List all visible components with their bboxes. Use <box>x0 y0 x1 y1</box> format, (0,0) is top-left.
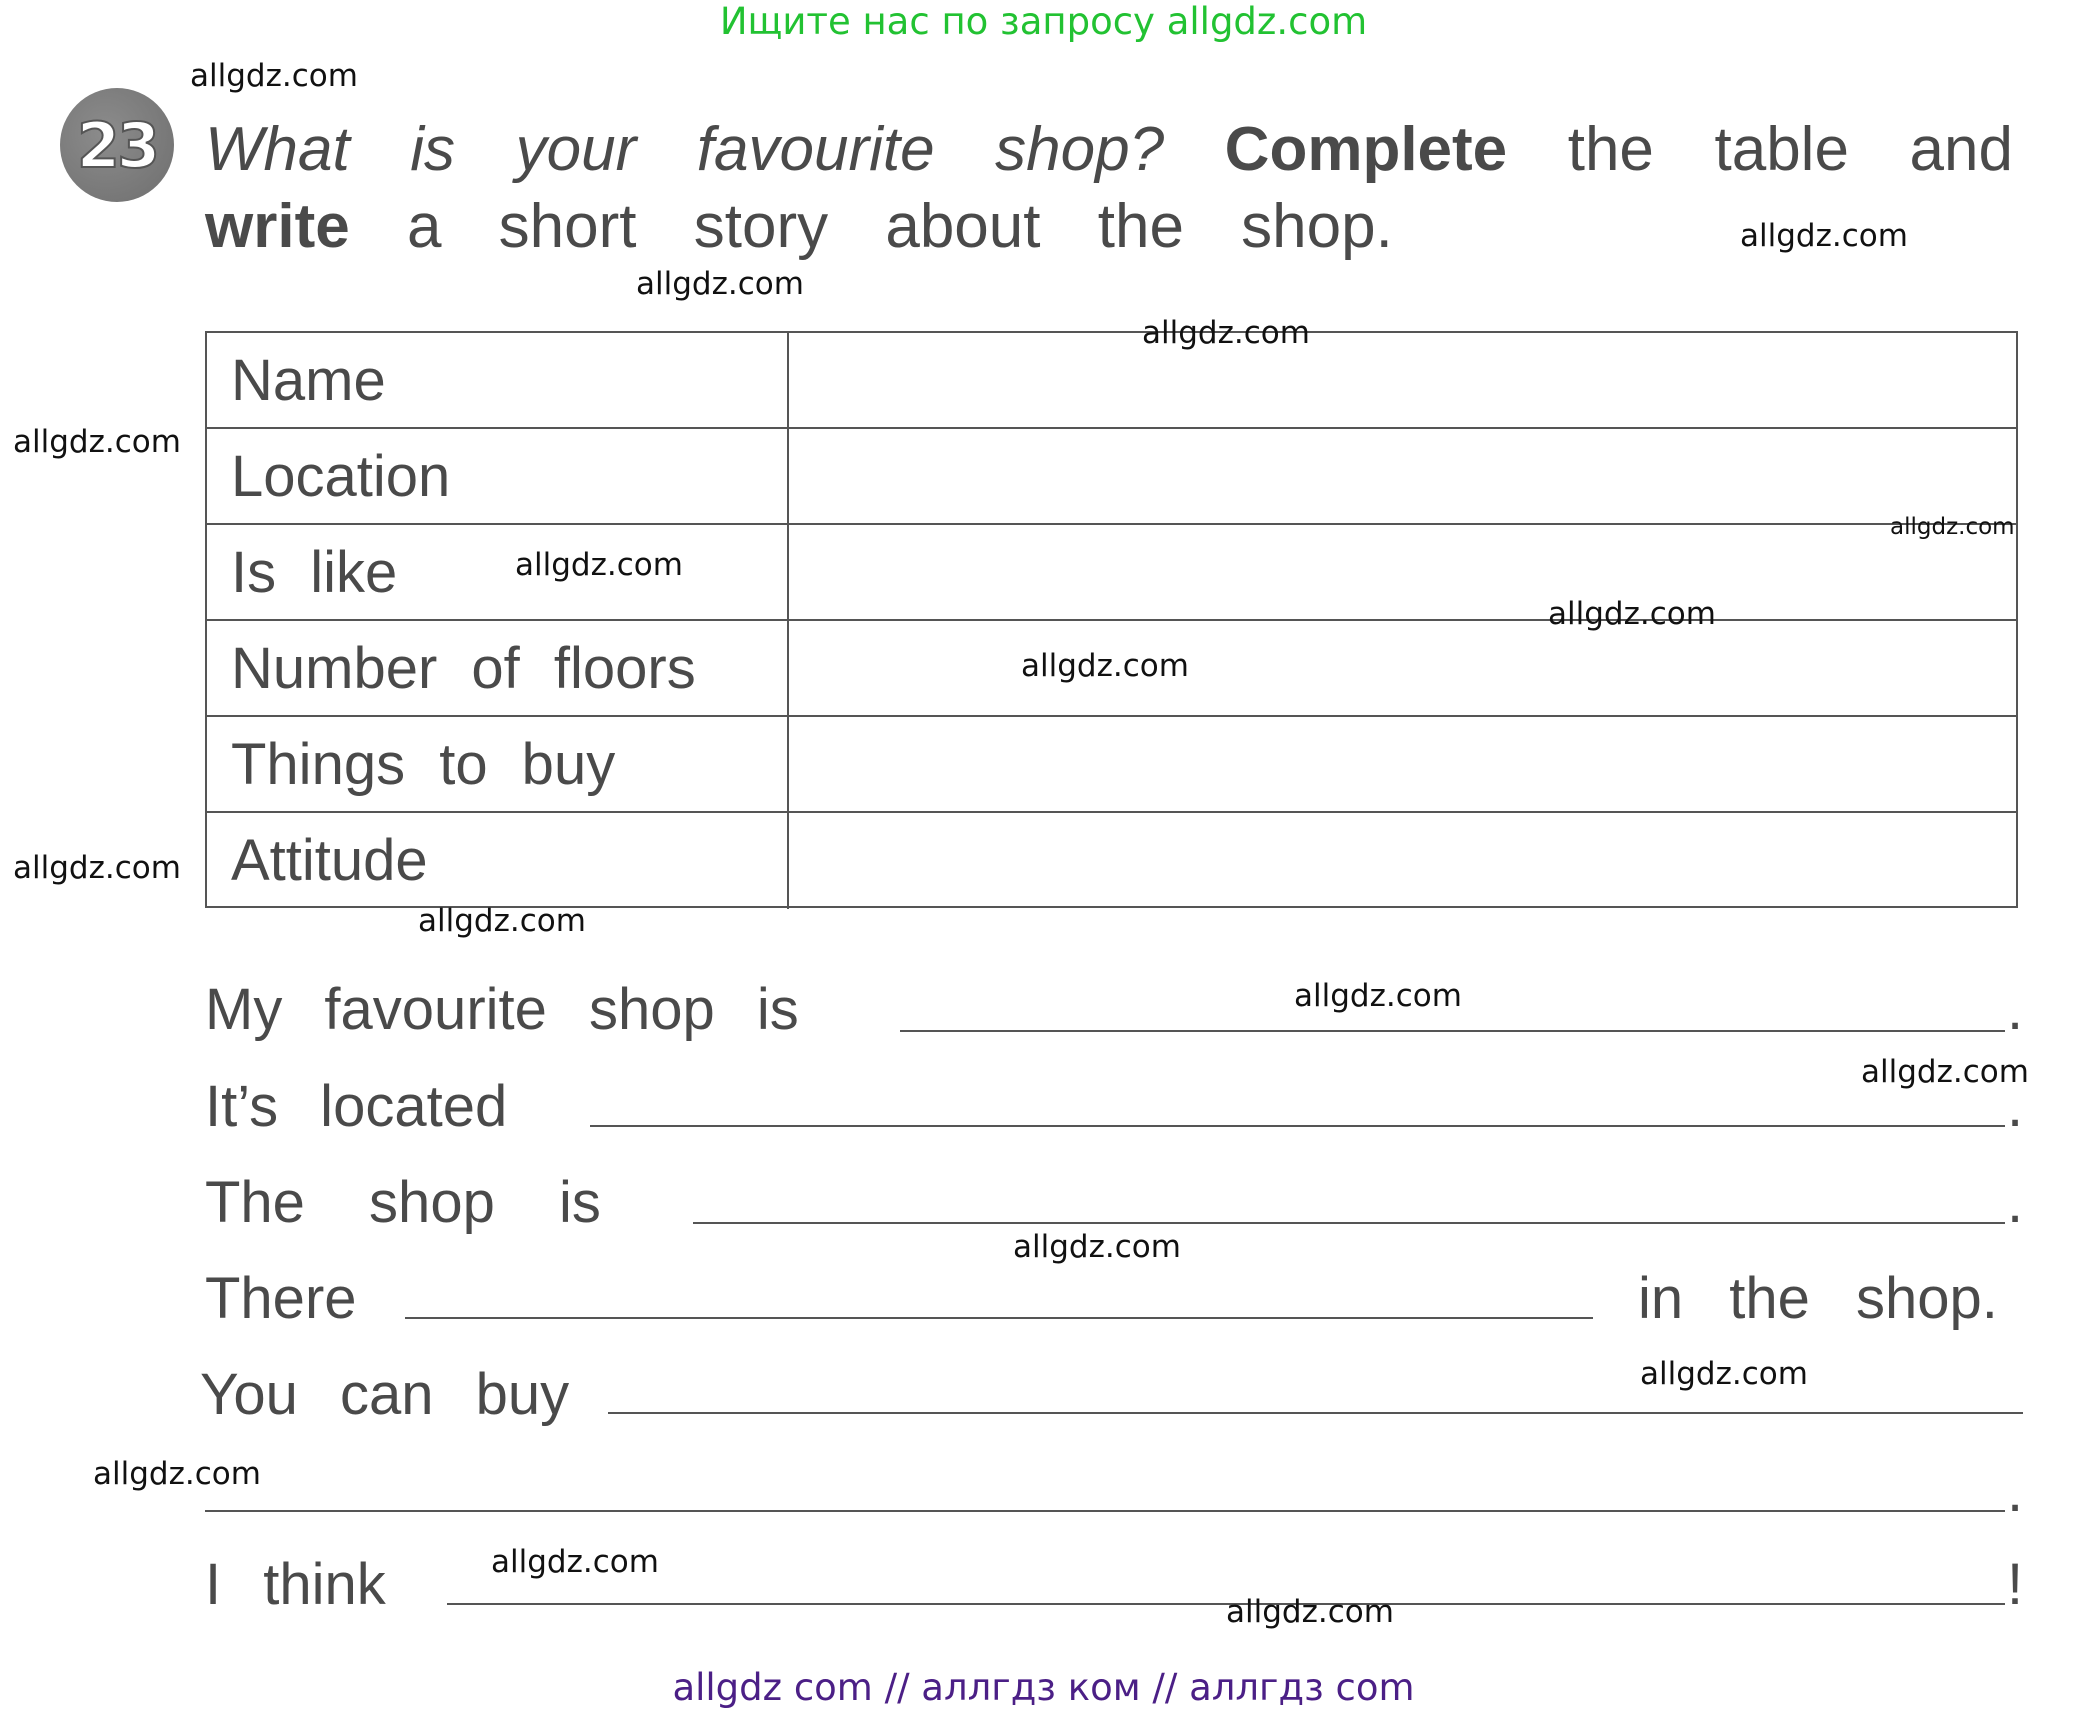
story-sentence-4-suffix: in the shop. <box>1638 1266 1998 1331</box>
row-label-name: Name <box>231 348 386 413</box>
row-label-floors: Number of floors <box>231 636 696 701</box>
instruction-word: What <box>205 115 350 184</box>
answer-line-1[interactable] <box>900 1030 2005 1032</box>
row-label-attitude: Attitude <box>231 828 428 893</box>
story-sentence-5-prefix: You can buy <box>200 1362 570 1427</box>
watermark: allgdz.com <box>190 58 358 94</box>
exclamation-7: ! <box>2007 1552 2024 1617</box>
watermark: allgdz.com <box>1226 1594 1394 1630</box>
name-answer-cell[interactable] <box>789 333 2016 427</box>
instruction-word: the <box>1567 115 1654 184</box>
top-banner: Ищите нас по запросу allgdz.com <box>719 0 1368 43</box>
watermark: allgdz.com <box>418 903 586 939</box>
instruction-word: shop? <box>995 115 1165 184</box>
instruction-word: Complete <box>1224 115 1508 184</box>
answer-line-4[interactable] <box>405 1317 1593 1319</box>
story-sentence-2-prefix: It’s located <box>205 1074 508 1139</box>
instruction-word: short <box>498 192 637 261</box>
table-row <box>207 333 2016 429</box>
table-row <box>207 525 2016 621</box>
watermark: allgdz.com <box>93 1456 261 1492</box>
instruction-word: table <box>1714 115 1849 184</box>
watermark: allgdz.com <box>1740 218 1908 254</box>
watermark: allgdz.com <box>1142 315 1310 351</box>
instruction-line-2 <box>205 190 1433 264</box>
watermark: allgdz.com <box>1294 978 1462 1014</box>
location-answer-cell[interactable] <box>789 429 2016 523</box>
floors-answer-cell[interactable] <box>789 621 2016 715</box>
story-sentence-1-prefix: My favourite shop is <box>205 977 799 1042</box>
table-row <box>207 429 2016 525</box>
watermark: allgdz.com <box>515 547 683 583</box>
is-like-answer-cell[interactable] <box>789 525 2016 619</box>
answer-line-6[interactable] <box>205 1510 2005 1512</box>
period-3: . <box>2007 1170 2024 1235</box>
story-sentence-3-prefix: The shop is <box>205 1170 601 1235</box>
watermark: allgdz.com <box>13 850 181 886</box>
answer-line-5[interactable] <box>608 1412 2023 1414</box>
watermark: allgdz.com <box>13 424 181 460</box>
shop-info-table <box>205 331 2018 908</box>
story-sentence-4-prefix: There <box>205 1266 357 1331</box>
watermark: allgdz.com <box>491 1544 659 1580</box>
watermark: allgdz.com <box>1013 1229 1181 1265</box>
instruction-word: and <box>1909 115 2013 184</box>
instruction-word: write <box>205 192 350 261</box>
attitude-answer-cell[interactable] <box>789 813 2016 909</box>
watermark: allgdz.com <box>1640 1356 1808 1392</box>
row-label-things-to-buy: Things to buy <box>231 732 616 797</box>
period-6: . <box>2007 1459 2024 1524</box>
watermark: allgdz.com <box>636 266 804 302</box>
instruction-word: your <box>515 115 637 184</box>
watermark: allgdz.com <box>1861 1054 2029 1090</box>
period-1: . <box>2007 977 2024 1042</box>
period-2: . <box>2007 1074 2024 1139</box>
instruction-line-1 <box>205 113 2013 187</box>
instruction-word: is <box>410 115 456 184</box>
things-answer-cell[interactable] <box>789 717 2016 811</box>
watermark: allgdz.com <box>1021 648 1189 684</box>
instruction-word: about <box>885 192 1041 261</box>
bottom-banner: allgdz com // аллгдз ком // аллгдз com <box>672 1666 1415 1709</box>
instruction-word: favourite <box>696 115 935 184</box>
story-sentence-7-prefix: I think <box>205 1552 386 1617</box>
exercise-number-badge <box>60 88 174 202</box>
instruction-word: a <box>406 192 442 261</box>
instruction-word: story <box>693 192 829 261</box>
instruction-word: the <box>1097 192 1184 261</box>
answer-line-3[interactable] <box>693 1222 2005 1224</box>
table-row <box>207 717 2016 813</box>
row-label-location: Location <box>231 444 451 509</box>
answer-line-2[interactable] <box>590 1125 2005 1127</box>
row-label-is-like: Is like <box>231 540 398 605</box>
exercise-number: 23 <box>76 108 158 182</box>
watermark: allgdz.com <box>1548 596 1716 632</box>
table-row <box>207 813 2016 909</box>
instruction-word: shop. <box>1241 192 1393 261</box>
watermark: allgdz.com <box>1890 514 2015 540</box>
